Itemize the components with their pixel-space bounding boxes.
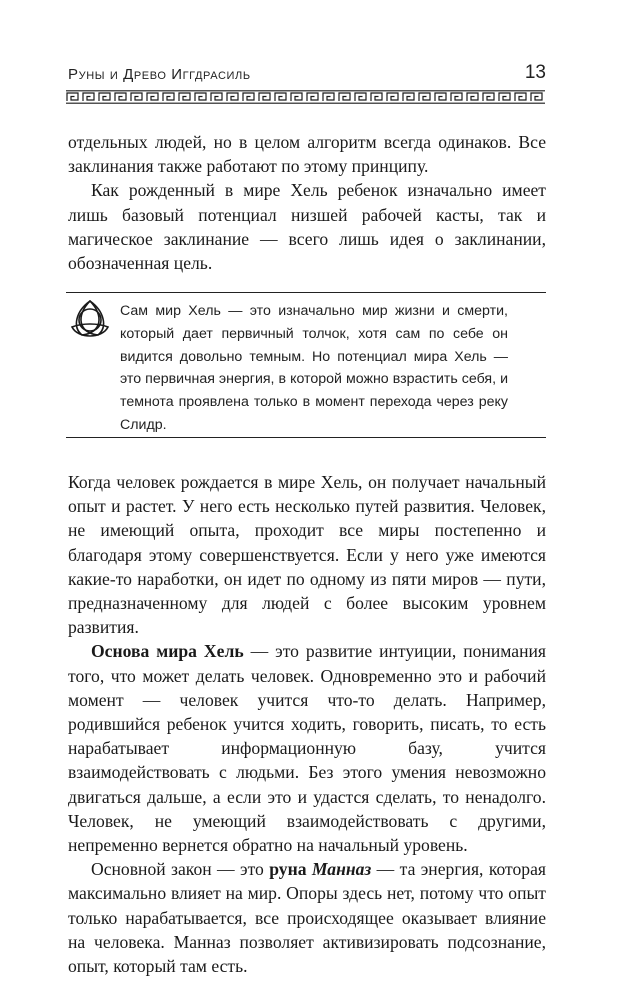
rune-name: Манназ	[311, 859, 372, 880]
aside-top-rule	[66, 292, 546, 293]
bold-term: руна	[269, 859, 312, 880]
aside-note: Сам мир Хель — это изначально мир жизни и смерти, который дает первичный толчок, хотя сам по себе он видится довольно темным. Но потенциал мира Хель — это первичная энергия, в которой можно взрастить себя, и темнота проявлена только в момент перехода через реку Слидр.	[120, 303, 508, 433]
bold-term: Основа мира Хель	[91, 641, 244, 662]
paragraph: отдельных людей, но в целом алгоритм всегда одинаков. Все заклинания также работают по этому принципу.	[68, 132, 546, 177]
celtic-knot-icon	[68, 297, 112, 341]
paragraph-text: Основной закон — это	[91, 859, 270, 880]
paragraph-text: — это развитие интуиции, понимания того, что может делать человек. Одновременно это и рабочий момент — человек учится что-то делать. Например, родившийся ребенок учится ходить, говорить, писать, то есть нарабатывает информационную базу, учится взаимодействовать с людьми. Без этого умения невозможно двигаться дальше, а если это и удастся сделать, то ненадолго. Человек, не умеющий взаимодействовать с другими, непременно вернется обратно на начальный уровень.	[68, 641, 546, 856]
paragraph	[68, 639, 546, 857]
text-block-top	[68, 130, 546, 275]
paragraph: Когда человек рождается в мире Хель, он получает начальный опыт и растет. У него есть несколько путей развития. Человек, не имеющий опыта, проходит все миры постепенно и благодаря этому совершенствуется. Если у него уже имеются какие-то наработки, он идет по одному из пяти миров — пути, предназначенному для людей с более высоким уровнем развития.	[68, 472, 546, 638]
running-header-title: Руны и Древо Иггдрасиль	[68, 66, 251, 83]
greek-key-ornament-icon	[66, 90, 545, 104]
paragraph	[68, 857, 546, 978]
aside-bottom-rule	[66, 437, 546, 438]
page-number: 13	[524, 62, 546, 83]
bold-italic-term	[312, 859, 371, 879]
text-block-bottom	[68, 470, 546, 978]
paragraph-text: — та энергия, которая максимально влияет на мир. Опоры здесь нет, потому что опыт только нарабатывается, все происходящее оказывает влияние на человека. Манназ позволяет активизировать подсознание, опыт, который там есть.	[68, 859, 547, 977]
paragraph: Как рожденный в мире Хель ребенок изначально имеет лишь базовый потенциал низшей рабочей касты, так и магическое заклинание — всего лишь идея о заклинании, обозначенная цель.	[68, 180, 546, 274]
